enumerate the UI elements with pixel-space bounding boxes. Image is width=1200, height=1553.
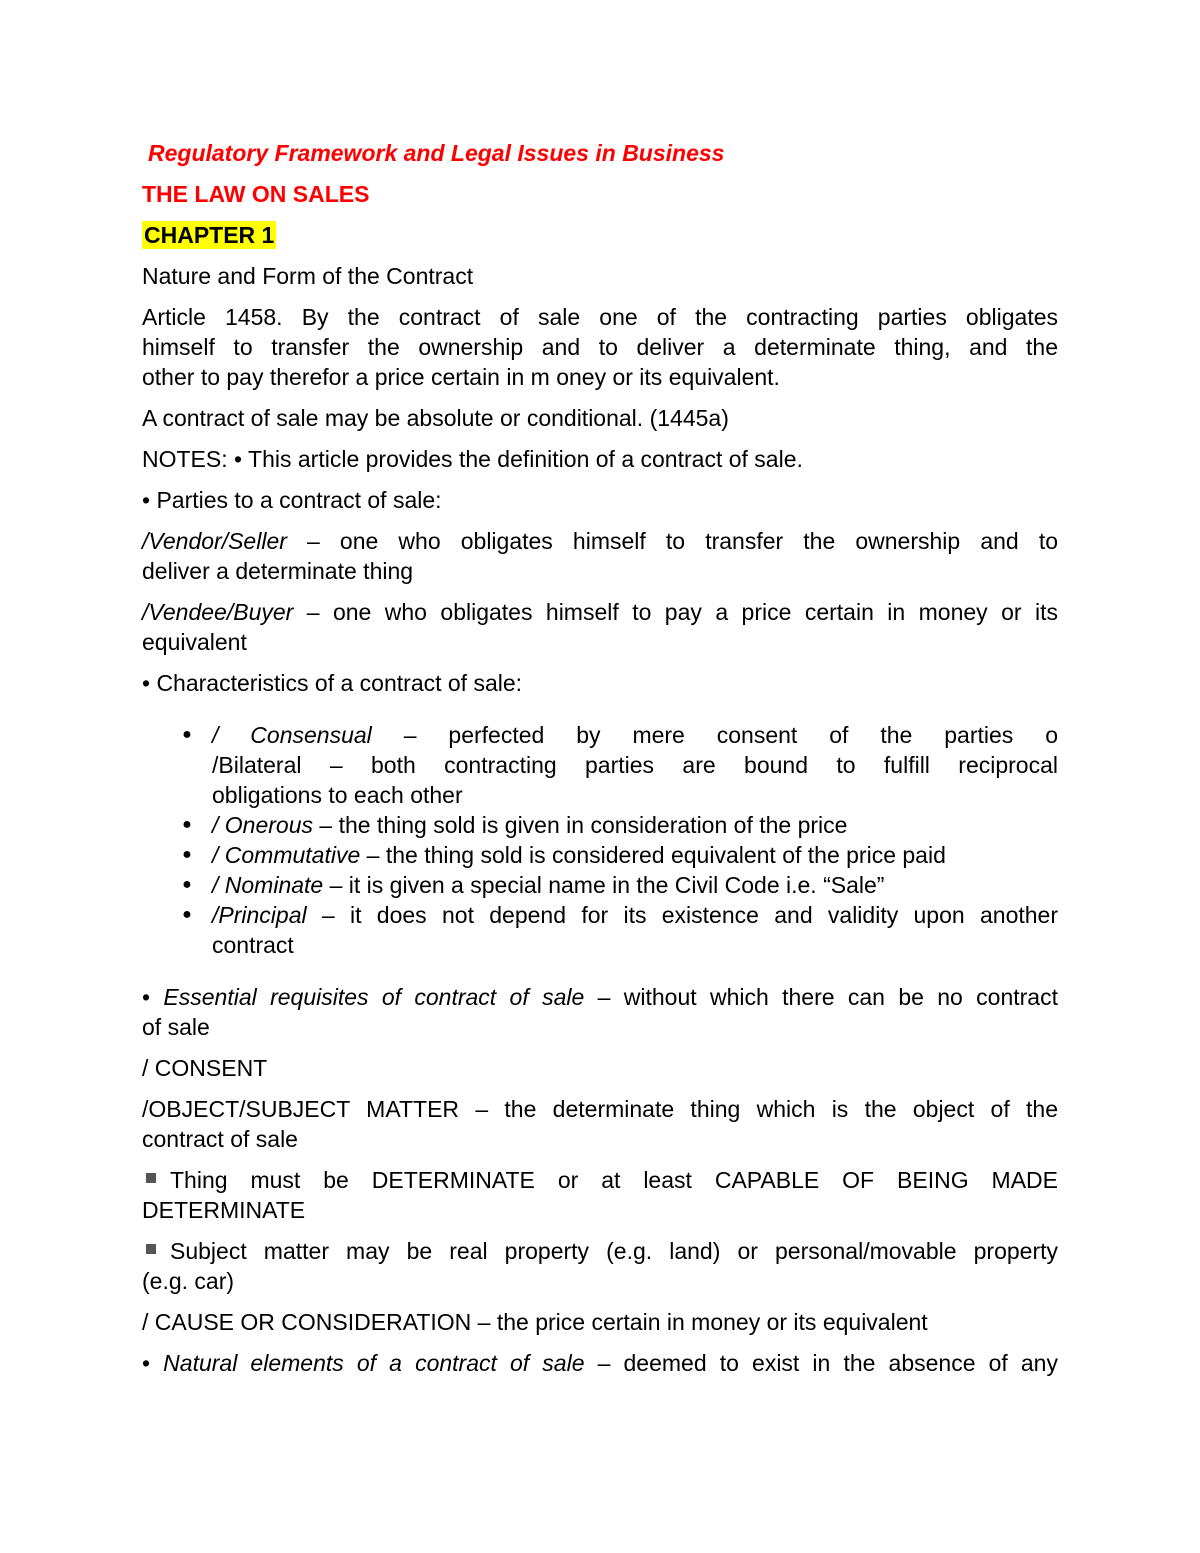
chapter-heading-wrap xyxy=(142,220,1058,250)
list-line: obligations to each other xyxy=(212,782,463,808)
subject-text: Subject matter may be real property (e.g. land) or personal/movable property xyxy=(170,1238,1058,1264)
cause-item: / CAUSE OR CONSIDERATION – the price certain in money or its equivalent xyxy=(142,1309,928,1335)
essential-line xyxy=(142,982,1058,1012)
object-line: /OBJECT/SUBJECT MATTER – the determinate thing which is the object of the xyxy=(142,1096,1058,1122)
document-title: Regulatory Framework and Legal Issues in Business xyxy=(148,140,725,166)
vendor-line: deliver a determinate thing xyxy=(142,558,414,584)
subject-line: (e.g. car) xyxy=(142,1268,235,1294)
list-line xyxy=(212,720,1058,750)
thing-paragraph xyxy=(142,1165,1058,1225)
natural-bullet: • xyxy=(142,1350,164,1376)
list-item xyxy=(142,900,1058,960)
object-paragraph xyxy=(142,1094,1058,1154)
essential-term: Essential requisites of contract of sale xyxy=(163,984,585,1010)
article-line: Article 1458. By the contract of sale one of the contracting parties obligates xyxy=(142,304,1058,330)
list-line xyxy=(212,870,1058,900)
document-page xyxy=(142,138,1058,1378)
characteristic-term: / Onerous xyxy=(212,812,313,838)
characteristics-heading: • Characteristics of a contract of sale: xyxy=(142,670,523,696)
natural-line xyxy=(142,1348,1058,1378)
essential-paragraph xyxy=(142,982,1058,1042)
list-item xyxy=(142,810,1058,840)
list-line xyxy=(212,840,1058,870)
characteristic-term: / Commutative xyxy=(212,842,361,868)
bullet-icon: ● xyxy=(182,906,192,923)
section-title: Nature and Form of the Contract xyxy=(142,263,474,289)
square-bullet-icon xyxy=(146,1244,156,1254)
thing-line xyxy=(142,1165,1058,1195)
vendee-term: /Vendee/Buyer xyxy=(142,599,294,625)
natural-term: Natural elements of a contract of sale xyxy=(163,1350,585,1376)
object-line: contract of sale xyxy=(142,1126,298,1152)
vendee-line: equivalent xyxy=(142,629,247,655)
thing-line: DETERMINATE xyxy=(142,1197,306,1223)
consent-item: / CONSENT xyxy=(142,1055,268,1081)
absolute-paragraph: A contract of sale may be absolute or conditional. (1445a) xyxy=(142,405,729,431)
vendee-paragraph xyxy=(142,597,1058,657)
list-line xyxy=(212,810,1058,840)
list-item xyxy=(142,720,1058,810)
essential-line: of sale xyxy=(142,1014,210,1040)
essential-bullet: • xyxy=(142,984,164,1010)
list-line: contract xyxy=(212,932,294,958)
vendor-paragraph xyxy=(142,526,1058,586)
article-line: other to pay therefor a price certain in m oney or its equivalent. xyxy=(142,364,780,390)
characteristic-def: – it is given a special name in the Civil Code i.e. “Sale” xyxy=(323,872,885,898)
characteristic-def: – the thing sold is given in consideration of the price xyxy=(313,812,848,838)
bullet-icon: ● xyxy=(182,846,192,863)
characteristic-term: / Nominate xyxy=(212,872,324,898)
natural-def: – deemed to exist in the absence of any xyxy=(584,1350,1058,1376)
bullet-icon: ● xyxy=(182,816,192,833)
vendee-line xyxy=(142,597,1058,627)
vendee-def: – one who obligates himself to pay a price certain in money or its xyxy=(293,599,1058,625)
article-line: himself to transfer the ownership and to deliver a determinate thing, and the xyxy=(142,334,1058,360)
subject-line xyxy=(142,1236,1058,1266)
characteristic-def: – the thing sold is considered equivalent of the price paid xyxy=(360,842,946,868)
square-bullet-icon xyxy=(146,1173,156,1183)
vendor-def: – one who obligates himself to transfer the ownership and to xyxy=(286,528,1058,554)
list-line: /Bilateral – both contracting parties are bound to fulfill reciprocal xyxy=(212,752,1058,778)
law-heading: THE LAW ON SALES xyxy=(142,181,370,207)
vendor-term: /Vendor/Seller xyxy=(142,528,287,554)
vendor-line xyxy=(142,526,1058,556)
essential-def: – without which there can be no contract xyxy=(584,984,1058,1010)
characteristics-list xyxy=(142,720,1058,960)
list-item xyxy=(142,840,1058,870)
chapter-heading: CHAPTER 1 xyxy=(144,222,275,248)
bullet-icon: ● xyxy=(182,726,192,743)
characteristic-def: – it does not depend for its existence and validity upon another xyxy=(306,902,1058,928)
notes-paragraph: NOTES: • This article provides the definition of a contract of sale. xyxy=(142,446,803,472)
bullet-icon: ● xyxy=(182,876,192,893)
characteristic-def: – perfected by mere consent of the parties o xyxy=(371,722,1058,748)
characteristic-term: /Principal xyxy=(212,902,307,928)
list-item xyxy=(142,870,1058,900)
parties-heading: • Parties to a contract of sale: xyxy=(142,487,442,513)
thing-text: Thing must be DETERMINATE or at least CAPABLE OF BEING MADE xyxy=(170,1167,1058,1193)
subject-paragraph xyxy=(142,1236,1058,1296)
article-paragraph xyxy=(142,302,1058,392)
characteristic-term: / Consensual xyxy=(212,722,372,748)
list-line xyxy=(212,900,1058,930)
